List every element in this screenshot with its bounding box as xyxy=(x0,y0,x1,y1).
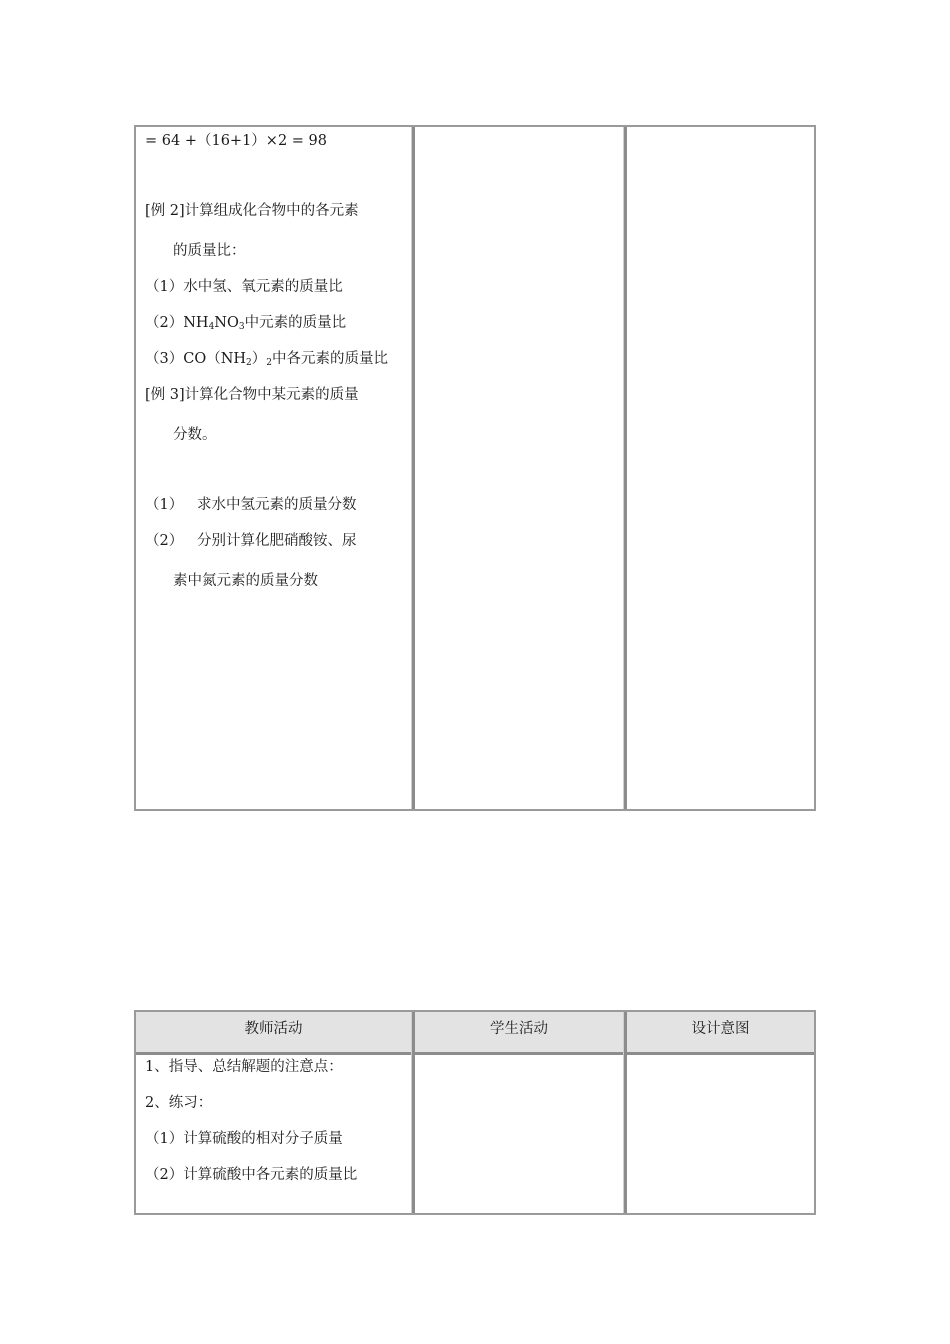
practice-heading: 2、练习： xyxy=(145,1095,213,1111)
practice-item-2: （2）计算硫酸中各元素的质量比 xyxy=(145,1167,358,1183)
example-2-item-1: （1）水中氢、氧元素的质量比 xyxy=(145,279,343,295)
header-student-activity: 学生活动 xyxy=(490,1021,548,1037)
column-divider xyxy=(623,127,627,809)
example-3-item-1: （1） 求水中氢元素的质量分数 xyxy=(145,497,357,513)
example-3-title: [例 3]计算化合物中某元素的质量 xyxy=(145,387,359,403)
practice-item-1: （1）计算硫酸的相对分子质量 xyxy=(145,1131,343,1147)
formula-line: = 64 +（16+1）×2 = 98 xyxy=(145,133,327,149)
example-3-title-cont: 分数。 xyxy=(173,427,217,443)
header-teacher-activity: 教师活动 xyxy=(244,1021,303,1037)
example-2-title: [例 2]计算组成化合物中的各元素 xyxy=(145,203,359,219)
example-2-title-cont: 的质量比： xyxy=(173,243,246,259)
column-divider xyxy=(623,1012,627,1213)
example-2-item-3: $(3)CO(NH_2)_2$中各元素的质量比 xyxy=(145,351,389,368)
table-header-row xyxy=(136,1012,814,1055)
example-3-item-2-cont: 素中氮元素的质量分数 xyxy=(173,573,318,589)
guidance-line: 1、指导、总结解题的注意点： xyxy=(145,1059,343,1075)
lesson-table xyxy=(134,1010,816,1215)
example-3-item-2: （2） 分别计算化肥硝酸铵、尿 xyxy=(145,533,357,549)
column-divider xyxy=(411,127,415,809)
header-design-intent: 设计意图 xyxy=(691,1021,750,1037)
lesson-table-continued xyxy=(134,125,816,811)
example-2-item-2: $(2)NH_4NO_3$中元素的质量比 xyxy=(145,315,347,332)
column-divider xyxy=(411,1012,415,1213)
